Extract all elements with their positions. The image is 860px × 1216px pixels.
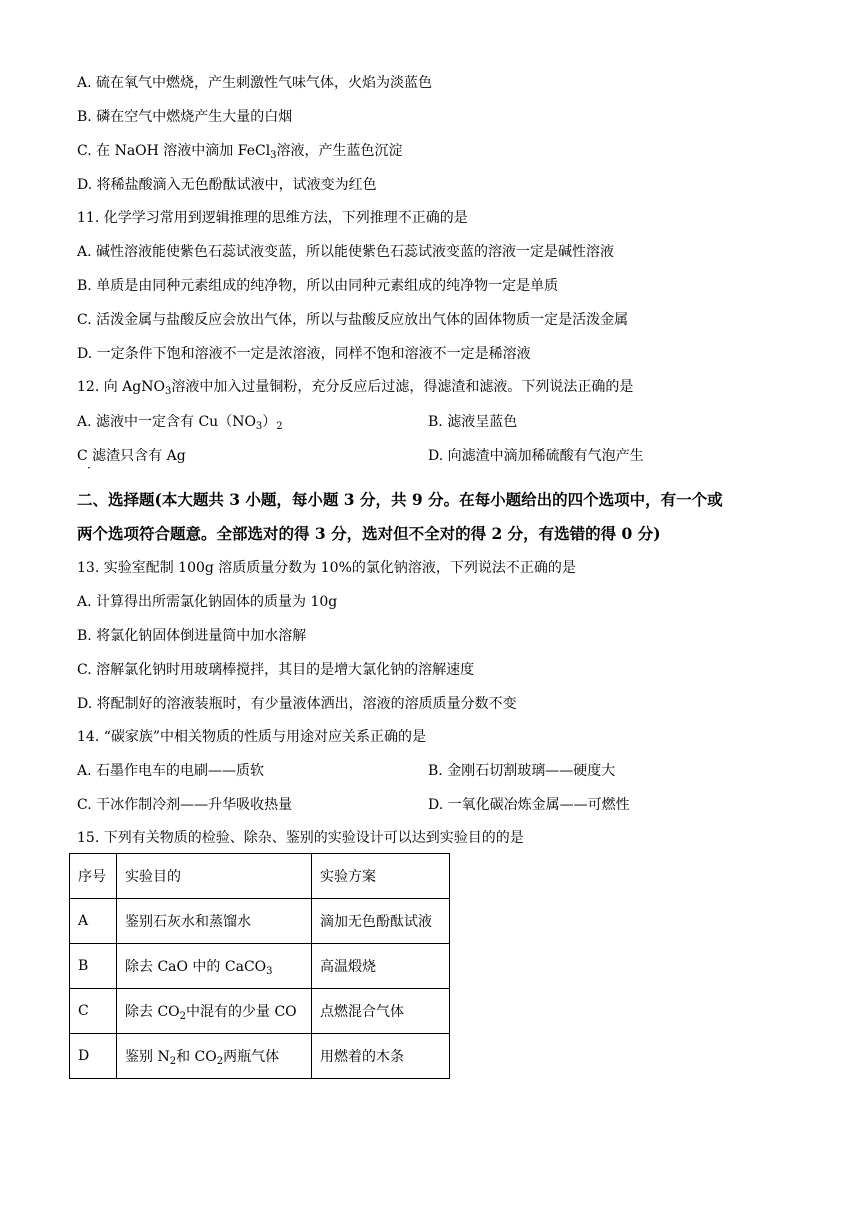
q10-option-b: B. 磷在空气中燃烧产生大量的白烟: [77, 109, 293, 125]
q11-option-b: B. 单质是由同种元素组成的纯净物，所以由同种元素组成的纯净物一定是单质: [77, 278, 559, 294]
q12-option-a: [77, 412, 283, 432]
row-purpose-rest: 两瓶气体: [223, 1049, 280, 1065]
q14-option-c: C. 干冰作制冷剂——升华吸收热量: [77, 797, 293, 813]
q12-stem-text: 12. 向 AgNO: [77, 379, 165, 395]
q11-option-d: D. 一定条件下饱和溶液不一定是浓溶液，同样不饱和溶液不一定是稀溶液: [77, 346, 531, 362]
row-purpose: [117, 989, 312, 1034]
q11-option-c: C. 活泼金属与盐酸反应会放出气体，所以与盐酸反应放出气体的固体物质一定是活泼金属: [77, 312, 629, 328]
q13-option-c: C. 溶解氯化钠时用玻璃棒搅拌，其目的是增大氯化钠的溶解速度: [77, 662, 475, 678]
section-2-heading-line1: 二、选择题(本大题共 3 小题，每小题 3 分，共 9 分。在每小题给出的四个选项中，有一个或: [77, 490, 723, 509]
q14-option-d: D. 一氧化碳冶炼金属——可燃性: [428, 797, 630, 813]
row-purpose-mid: 和 CO: [176, 1049, 217, 1065]
q12-option-a-sub2: 2: [276, 421, 283, 432]
row-purpose-sub2: 2: [216, 1056, 224, 1067]
row-purpose-text: 鉴别 N: [125, 1049, 170, 1065]
row-purpose-text: 除去 CO: [125, 1004, 180, 1020]
q13-stem: 13. 实验室配制 100g 溶质质量分数为 10%的氯化钠溶液，下列说法不正确的是: [77, 560, 576, 576]
table-row: [70, 1034, 450, 1079]
q12-option-a-paren: ）: [262, 414, 277, 430]
table-row: [70, 944, 450, 989]
q14-stem: 14. “碳家族”中相关物质的性质与用途对应关系正确的是: [77, 729, 427, 745]
q12-option-b: B. 滤液呈蓝色: [428, 414, 518, 430]
header-cell-id: 序号: [70, 854, 117, 899]
q13-option-a: A. 计算得出所需氯化钠固体的质量为 10g: [77, 594, 338, 610]
row-purpose: 鉴别石灰水和蒸馏水: [117, 899, 312, 944]
row-purpose: [117, 944, 312, 989]
q10-option-d: D. 将稀盐酸滴入无色酚酞试液中，试液变为红色: [77, 177, 377, 193]
row-plan: 用燃着的木条: [312, 1034, 450, 1079]
q12-option-a-sub1: 3: [255, 421, 263, 432]
section-2-heading-line2: 两个选项符合题意。全部选对的得 3 分，选对但不全对的得 2 分，有选错的得 0 分): [77, 524, 661, 543]
header-cell-plan: 实验方案: [312, 854, 450, 899]
q14-option-a: A. 石墨作电车的电刷——质软: [77, 763, 265, 779]
q15-stem: 15. 下列有关物质的检验、除杂、鉴别的实验设计可以达到实验目的的是: [77, 830, 524, 846]
row-purpose-sub: 2: [169, 1056, 177, 1067]
table-row: [70, 899, 450, 944]
table-row: [70, 989, 450, 1034]
q10-option-c-text: C. 在 NaOH 溶液中滴加 FeCl: [77, 143, 271, 159]
table-header-row: [70, 854, 450, 899]
q14-option-b: B. 金刚石切割玻璃——硬度大: [428, 763, 616, 779]
q12-option-c-dot: ·: [87, 461, 91, 475]
row-purpose-rest: 中混有的少量 CO: [186, 1004, 297, 1020]
q12-stem: [77, 377, 633, 397]
q10-option-c-sub: 3: [270, 150, 277, 161]
q12-option-a-text: A. 滤液中一定含有 Cu（NO: [77, 414, 256, 430]
q12-option-d: D. 向滤渣中滴加稀硫酸有气泡产生: [428, 448, 644, 464]
q11-option-a: A. 碱性溶液能使紫色石蕊试液变蓝，所以能使紫色石蕊试液变蓝的溶液一定是碱性溶液: [77, 244, 615, 260]
q10-option-a: A. 硫在氧气中燃烧，产生刺激性气味气体，火焰为淡蓝色: [77, 75, 433, 91]
q10-option-c-rest: 溶液，产生蓝色沉淀: [276, 143, 403, 159]
row-id: C: [70, 989, 117, 1034]
q13-option-d: D. 将配制好的溶液装瓶时，有少量液体洒出，溶液的溶质质量分数不变: [77, 696, 517, 712]
row-plan: 滴加无色酚酞试液: [312, 899, 450, 944]
row-plan: 高温煅烧: [312, 944, 450, 989]
row-purpose-sub: 3: [266, 966, 273, 977]
q12-option-c: C 滤渣只含有 Ag: [77, 448, 186, 464]
row-purpose-sub: 2: [179, 1011, 187, 1022]
q12-stem-sub: 3: [164, 386, 172, 397]
q11-stem: 11. 化学学习常用到逻辑推理的思维方法，下列推理不正确的是: [77, 210, 468, 226]
q15-table: [69, 853, 450, 1079]
row-id: A: [70, 899, 117, 944]
header-cell-purpose: 实验目的: [117, 854, 312, 899]
row-plan: 点燃混合气体: [312, 989, 450, 1034]
row-purpose-text: 除去 CaO 中的 CaCO: [125, 959, 267, 975]
q13-option-b: B. 将氯化钠固体倒进量筒中加水溶解: [77, 628, 307, 644]
row-id: B: [70, 944, 117, 989]
row-purpose: [117, 1034, 312, 1079]
row-id: D: [70, 1034, 117, 1079]
q12-stem-rest: 溶液中加入过量铜粉，充分反应后过滤，得滤渣和滤液。下列说法正确的是: [171, 379, 634, 395]
q10-option-c: [77, 141, 403, 161]
